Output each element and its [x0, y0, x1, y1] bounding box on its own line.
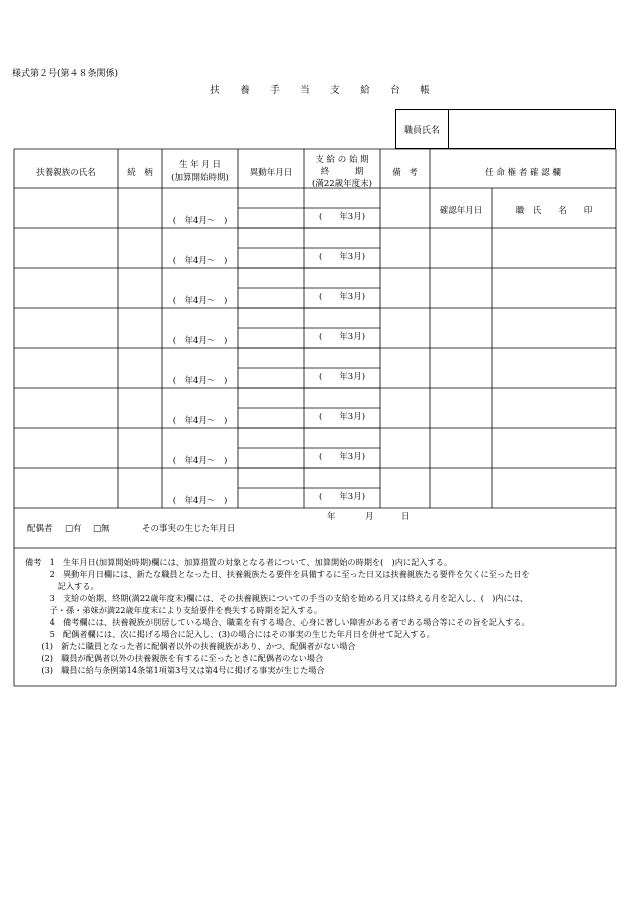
header-birth-line1: 生 年 月 日 [178, 160, 222, 170]
note-line: (3) 職員に給与条例第14条第1項第3号又は第4号に掲げる事実が生じた場合 [25, 665, 325, 675]
note-line: 子・孫・弟妹が満22歳年度末により支給要件を喪失する時期を記入する。 [25, 605, 322, 615]
note-line: 5 配偶者欄には、次に掲げる場合に記入し、(3)の場合にはその事実の生じた年月日を併せて記入する。 [25, 629, 435, 639]
note-line: 備考 1 生年月日(加算開始時期)欄には、加算措置の対象となる者について、加算開始の時期を( )内に記入する。 [25, 557, 453, 567]
spouse-yes-checkbox[interactable]: □有 [65, 524, 82, 534]
note-line: 記入する。 [25, 581, 99, 591]
title-char: 台 [390, 85, 400, 96]
staff-name-label: 職員氏名 [396, 110, 449, 148]
fact-date-year: 年 [327, 512, 336, 522]
row-birth-period: ( 年4月～ ) [172, 416, 228, 426]
row-birth-period: ( 年4月～ ) [172, 456, 228, 466]
note-line: 4 備考欄には、扶養親族が別居している場合、職業を有する場合、心身に著しい障害がある者である場合等にその旨を記入する。 [25, 617, 530, 627]
fact-date-label: その事実の生じた年月日 [142, 524, 236, 534]
title-char: 扶 [210, 85, 220, 96]
note-line: 2 異動年月日欄には、新たな職員となった日、扶養親族たる要件を具備するに至った日又は扶養親族たる要件を欠くに至った日を [25, 569, 530, 579]
row-end-period: ( 年3月) [318, 212, 366, 222]
row-birth-period: ( 年4月～ ) [172, 336, 228, 346]
note-line: (1) 新たに職員となった者に配偶者以外の扶養親族があり、かつ、配偶者がない場合 [25, 641, 356, 651]
title-char: 手 [270, 85, 280, 96]
spouse-no-checkbox[interactable]: □無 [93, 524, 110, 534]
spouse-label: 配偶者 [27, 524, 53, 534]
row-end-period: ( 年3月) [318, 452, 366, 462]
note-line: (2) 職員が配偶者以外の扶養親族を有するに至ったときに配偶者のない場合 [25, 653, 324, 663]
row-birth-period: ( 年4月～ ) [172, 256, 228, 266]
header-period-line3: (満22歳年度末) [312, 179, 372, 189]
header-period-line1: 支 給 の 始 期 [315, 155, 369, 165]
fact-date-month: 月 [365, 512, 374, 522]
fact-date-day: 日 [401, 512, 410, 522]
header-period-line2: 終 期 [320, 167, 364, 177]
header-authority: 任 命 権 者 確 認 欄 [485, 168, 561, 178]
row-end-period: ( 年3月) [318, 372, 366, 382]
header-official-seal: 職 氏 名 印 [515, 206, 593, 216]
row-end-period: ( 年3月) [318, 492, 366, 502]
row-end-period: ( 年3月) [318, 332, 366, 342]
header-change-date: 異動年月日 [249, 168, 293, 178]
title-char: 支 [330, 85, 340, 96]
row-end-period: ( 年3月) [318, 412, 366, 422]
header-relation: 続 柄 [127, 168, 153, 178]
row-birth-period: ( 年4月～ ) [172, 496, 228, 506]
notes [25, 556, 615, 676]
header-remarks: 備 考 [392, 168, 418, 178]
title-char: 養 [240, 85, 250, 96]
title-char: 当 [300, 85, 310, 96]
row-birth-period: ( 年4月～ ) [172, 216, 228, 226]
row-end-period: ( 年3月) [318, 252, 366, 262]
form-number: 様式第２号(第４８条関係) [12, 69, 119, 79]
title-char: 給 [360, 85, 370, 96]
row-birth-period: ( 年4月～ ) [172, 376, 228, 386]
title-char: 帳 [420, 85, 430, 96]
row-birth-period: ( 年4月～ ) [172, 296, 228, 306]
header-birth-line2: (加算開始時期) [171, 173, 229, 183]
note-line: 3 支給の始期、終期(満22歳年度末)欄には、その扶養親族についての手当の支給を始める月又は終える月を記入し、( )内には、 [25, 593, 529, 603]
row-end-period: ( 年3月) [318, 292, 366, 302]
header-name: 扶養親族の氏名 [36, 168, 96, 178]
header-confirm-date: 確認年月日 [439, 206, 483, 216]
